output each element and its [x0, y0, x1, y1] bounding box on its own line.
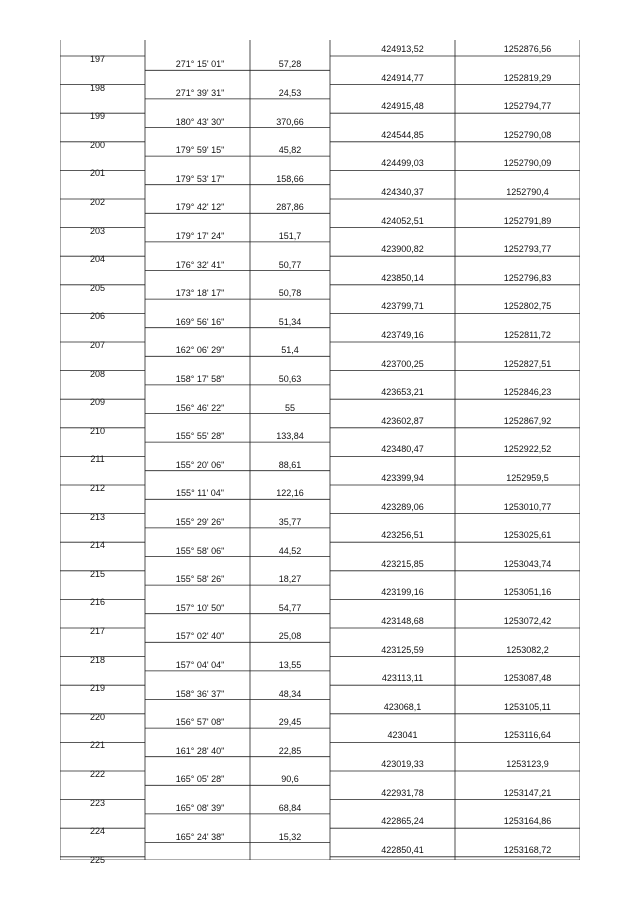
segment-angle: 155° 58' 26" — [175, 574, 225, 585]
coordinate-x: 423480,47 — [381, 444, 424, 455]
coordinate-x: 423148,68 — [381, 616, 424, 626]
coordinate-x: 423700,25 — [381, 358, 424, 369]
point-number: 211 — [90, 454, 105, 465]
coordinate-y: 1253082,2 — [506, 644, 549, 655]
coordinate-y: 1253043,74 — [503, 558, 552, 569]
segment-distance: 90,6 — [281, 774, 299, 785]
segment-distance: 44,52 — [278, 545, 302, 556]
point-number: 205 — [89, 282, 106, 293]
coordinate-x: 423749,16 — [381, 330, 424, 340]
point-number: 218 — [89, 654, 106, 665]
segment-angle: 173° 18' 17" — [175, 288, 225, 299]
point-number: 200 — [89, 139, 106, 150]
coordinate-y: 1252819,29 — [503, 72, 552, 83]
segment-angle: 165° 24' 38" — [175, 831, 225, 842]
point-number: 202 — [89, 197, 106, 207]
point-number: 221 — [89, 740, 106, 751]
coordinate-y: 1252922,52 — [503, 444, 552, 455]
coordinate-x: 423399,94 — [381, 473, 424, 483]
coordinate-x: 423602,87 — [381, 415, 424, 426]
coordinate-y: 1252802,75 — [503, 301, 552, 312]
point-number: 209 — [89, 397, 106, 408]
segment-distance: 35,77 — [278, 516, 302, 527]
segment-angle: 180° 43' 30" — [175, 116, 225, 127]
segment-distance: 18,27 — [278, 574, 302, 585]
coordinate-y: 1252790,09 — [503, 158, 552, 169]
point-number: 212 — [89, 483, 106, 493]
coordinate-y: 1253147,21 — [503, 787, 552, 798]
coordinate-y: 1253051,16 — [503, 587, 552, 598]
coordinate-x: 424544,85 — [381, 129, 424, 140]
segment-distance: 287,86 — [276, 202, 304, 213]
segment-distance: 29,45 — [278, 717, 302, 728]
coordinate-y: 1253072,42 — [503, 616, 552, 626]
coordinate-y: 1252793,77 — [503, 244, 552, 255]
coordinate-x: 423850,14 — [381, 272, 424, 283]
segment-angle: 271° 15' 01" — [175, 59, 225, 70]
coordinate-y: 1252867,92 — [503, 415, 552, 426]
segment-angle: 179° 42' 12" — [175, 202, 225, 213]
segment-angle: 155° 11' 04" — [176, 488, 224, 499]
segment-angle: 155° 58' 06" — [175, 545, 225, 556]
segment-angle: 158° 36' 37" — [175, 688, 225, 699]
coordinate-x: 423068,1 — [383, 701, 422, 712]
segment-distance: 158,66 — [276, 173, 304, 184]
coordinate-x: 423125,59 — [381, 644, 424, 655]
segment-angle: 155° 29' 26" — [175, 516, 225, 527]
coordinate-y: 1252959,5 — [506, 473, 549, 483]
segment-distance: 22,85 — [278, 745, 302, 756]
coordinate-y: 1252794,77 — [503, 101, 552, 112]
segment-angle: 156° 57' 08" — [175, 717, 225, 728]
segment-angle: 157° 04' 04" — [175, 659, 225, 670]
coordinate-x: 423256,51 — [381, 530, 424, 541]
segment-angle: 165° 05' 28" — [175, 774, 225, 785]
segment-angle: 156° 46' 22" — [175, 402, 225, 413]
segment-angle: 157° 02' 40" — [175, 631, 225, 642]
point-number: 203 — [89, 225, 106, 236]
coordinate-x: 424914,77 — [381, 72, 424, 83]
point-number: 206 — [89, 311, 106, 322]
point-number: 219 — [89, 683, 106, 694]
coordinate-x: 423653,21 — [381, 387, 424, 398]
segment-distance: 51,34 — [278, 316, 302, 327]
segment-distance: 13,55 — [278, 659, 302, 670]
point-number: 215 — [89, 568, 106, 579]
point-number: 207 — [89, 340, 106, 350]
segment-distance: 48,34 — [278, 688, 302, 699]
coordinate-x: 423289,06 — [381, 501, 424, 512]
segment-distance: 54,77 — [278, 602, 302, 613]
coordinate-y: 1252811,72 — [504, 330, 551, 340]
segment-distance: 51,4 — [281, 345, 299, 356]
coordinate-x: 423041 — [387, 730, 418, 741]
segment-angle: 165° 08' 39" — [175, 802, 225, 813]
coordinate-x: 422865,24 — [381, 816, 424, 827]
segment-angle: 155° 55' 28" — [175, 431, 225, 442]
coordinate-y: 1252791,89 — [503, 215, 552, 226]
segment-angle: 176° 32' 41" — [175, 259, 225, 270]
coordinate-y: 1253087,48 — [503, 673, 552, 684]
segment-distance: 88,61 — [278, 459, 302, 470]
coordinate-x: 424499,03 — [381, 158, 424, 169]
point-number: 222 — [89, 769, 106, 779]
segment-distance: 45,82 — [278, 145, 302, 156]
point-number: 217 — [89, 626, 106, 636]
segment-angle: 271° 39' 31" — [175, 87, 225, 98]
coordinate-x: 424915,48 — [381, 101, 424, 112]
coordinate-x: 424913,52 — [381, 44, 424, 54]
segment-distance: 133,84 — [276, 431, 304, 442]
coordinate-x: 423019,33 — [381, 759, 424, 769]
coordinate-x: 423900,82 — [381, 244, 424, 255]
coordinate-y: 1253168,72 — [503, 844, 552, 855]
segment-distance: 370,66 — [276, 116, 304, 127]
coordinate-x: 423113,11 — [381, 673, 424, 684]
point-number: 204 — [89, 254, 106, 265]
coordinate-y: 1252790,08 — [503, 129, 552, 140]
segment-distance: 25,08 — [278, 631, 302, 642]
point-number: 213 — [89, 511, 106, 522]
segment-distance: 50,63 — [278, 373, 302, 384]
segment-distance: 57,28 — [278, 59, 302, 70]
segment-angle: 169° 56' 16" — [175, 316, 225, 327]
coordinate-x: 422850,41 — [381, 844, 424, 855]
segment-angle: 158° 17' 58" — [175, 373, 225, 384]
coordinate-y: 1253025,61 — [503, 530, 552, 541]
point-number: 208 — [89, 368, 106, 379]
segment-angle: 179° 53' 17" — [175, 173, 225, 184]
segment-distance: 55 — [284, 402, 295, 413]
point-number: 216 — [89, 597, 106, 608]
segment-angle: 179° 17' 24" — [175, 230, 225, 241]
point-number: 224 — [89, 826, 106, 837]
coordinate-y: 1252796,83 — [503, 272, 552, 283]
survey-coordinates-table — [60, 40, 580, 865]
coordinate-y: 1252827,51 — [503, 358, 552, 369]
segment-distance: 50,77 — [278, 259, 302, 270]
point-number: 201 — [89, 168, 106, 179]
coordinate-x: 423215,85 — [381, 558, 424, 569]
segment-distance: 122,16 — [276, 488, 304, 499]
coordinate-x: 424052,51 — [381, 215, 424, 226]
coordinate-y: 1253105,11 — [504, 701, 551, 712]
coordinate-y: 1253164,86 — [503, 816, 552, 827]
segment-distance: 50,78 — [278, 288, 302, 299]
segment-distance: 151,7 — [278, 230, 302, 241]
point-number: 225 — [89, 854, 106, 865]
coordinate-x: 423799,71 — [381, 301, 424, 312]
segment-angle: 157° 10' 50" — [175, 602, 225, 613]
point-number: 199 — [89, 111, 106, 122]
segment-distance: 24,53 — [278, 87, 302, 98]
point-number: 223 — [89, 797, 106, 808]
coordinate-x: 422931,78 — [381, 787, 424, 798]
segment-angle: 162° 06' 29" — [175, 345, 225, 356]
coordinate-x: 423199,16 — [381, 587, 424, 598]
point-number: 210 — [89, 425, 106, 436]
point-number: 198 — [89, 82, 106, 93]
segment-angle: 155° 20' 06" — [175, 459, 225, 470]
coordinate-y: 1253010,77 — [503, 501, 552, 512]
coordinate-x: 424340,37 — [381, 187, 424, 197]
point-number: 197 — [89, 54, 106, 64]
segment-angle: 161° 28' 40" — [175, 745, 225, 756]
segment-distance: 15,32 — [278, 831, 302, 842]
coordinate-y: 1252790,4 — [506, 187, 549, 197]
point-number: 214 — [89, 540, 106, 551]
coordinate-y: 1252876,56 — [503, 44, 552, 54]
coordinate-y: 1252846,23 — [503, 387, 552, 398]
point-number: 220 — [89, 711, 106, 722]
segment-angle: 179° 59' 15" — [175, 145, 225, 156]
coordinate-y: 1253123,9 — [506, 759, 549, 769]
segment-distance: 68,84 — [278, 802, 302, 813]
coordinate-y: 1253116,64 — [504, 730, 551, 741]
